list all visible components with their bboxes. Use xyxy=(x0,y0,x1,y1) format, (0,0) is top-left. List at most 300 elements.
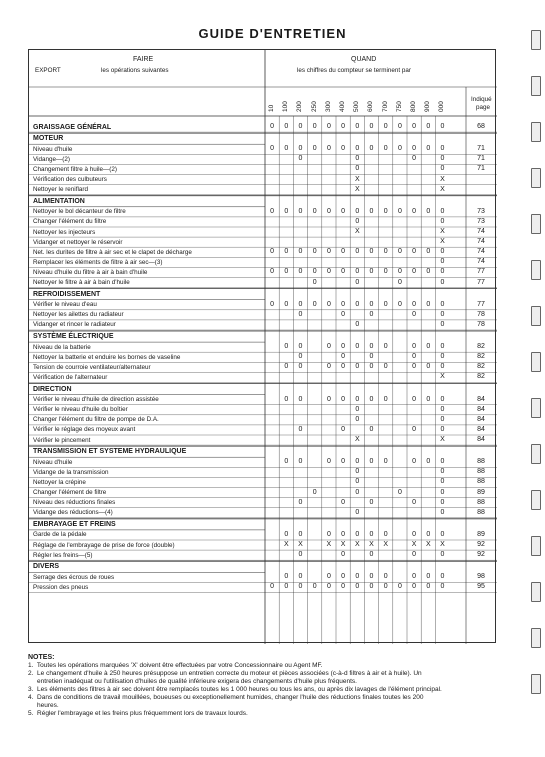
page-ref: 68 xyxy=(477,123,485,130)
page-edge-tab xyxy=(531,76,541,96)
interval-mark: 0 xyxy=(369,207,374,215)
row-label: Niveau d'huile xyxy=(33,145,73,153)
interval-mark: 0 xyxy=(355,145,360,153)
interval-mark: X xyxy=(283,541,289,548)
interval-mark: X xyxy=(298,541,303,548)
interval-mark: 0 xyxy=(341,268,346,276)
interval-mark: 0 xyxy=(326,530,331,538)
page-ref: 89 xyxy=(477,488,485,496)
interval-mark: 0 xyxy=(298,145,303,153)
row-label: Niveau des réductions finales xyxy=(33,499,116,507)
row-label: Vidanger et nettoyer le réservoir xyxy=(33,238,123,246)
interval-mark: 0 xyxy=(440,458,445,466)
interval-mark: 0 xyxy=(312,123,317,130)
note-line: 1. Toutes les opérations marquées 'X' doivent être effectuées par votre Concessionnaire ou Agent MF. xyxy=(28,662,323,669)
interval-mark: 0 xyxy=(284,363,289,371)
page-ref: 73 xyxy=(477,207,485,215)
interval-mark: X xyxy=(354,185,360,193)
interval-mark: 0 xyxy=(284,207,289,215)
row-label: Régler les freins—(5) xyxy=(33,551,93,559)
interval-mark: 0 xyxy=(440,478,445,486)
interval-mark: 0 xyxy=(270,248,275,256)
interval-mark: 0 xyxy=(369,353,374,361)
interval-mark: 0 xyxy=(355,488,360,496)
hour-header: 100 xyxy=(282,101,290,112)
row-label: Changer l'élément du filtre de pompe de D.A. xyxy=(33,416,159,424)
interval-mark: X xyxy=(354,436,360,443)
interval-mark: 0 xyxy=(440,551,445,559)
interval-mark: 0 xyxy=(298,551,303,559)
header-export: EXPORT xyxy=(35,67,61,74)
interval-mark: 0 xyxy=(355,583,360,591)
page-ref: 74 xyxy=(477,238,485,246)
page-title: GUIDE D'ENTRETIEN xyxy=(198,26,347,41)
row-label: Nettoyer le filtre à air à bain d'huile xyxy=(33,279,130,286)
interval-mark: 0 xyxy=(298,353,303,361)
interval-mark: 0 xyxy=(284,458,289,466)
interval-mark: 0 xyxy=(298,343,303,351)
interval-mark: 0 xyxy=(440,405,445,413)
interval-mark: 0 xyxy=(412,551,417,559)
row-label: Nettoyer le reniflard xyxy=(33,186,88,194)
interval-mark: 0 xyxy=(341,573,346,581)
interval-mark: 0 xyxy=(397,300,402,308)
interval-mark: 0 xyxy=(355,363,360,371)
interval-mark: 0 xyxy=(284,573,289,581)
interval-mark: 0 xyxy=(426,343,431,351)
section-title: ALIMENTATION xyxy=(33,197,85,205)
interval-mark: 0 xyxy=(355,155,360,163)
interval-mark: 0 xyxy=(383,573,388,581)
page-edge-tab xyxy=(531,352,541,372)
section-title: MOTEUR xyxy=(33,135,64,143)
interval-mark: X xyxy=(354,175,360,183)
interval-mark: 0 xyxy=(341,583,346,591)
interval-mark: 0 xyxy=(326,300,331,308)
page-ref: 77 xyxy=(477,300,485,308)
interval-mark: 0 xyxy=(284,268,289,276)
interval-mark: X xyxy=(440,541,445,548)
interval-mark: 0 xyxy=(284,395,289,403)
interval-mark: 0 xyxy=(397,207,402,215)
hour-header: 300 xyxy=(324,101,332,112)
interval-mark: 0 xyxy=(412,363,417,371)
interval-mark: 0 xyxy=(440,248,445,256)
interval-mark: 0 xyxy=(341,310,346,318)
interval-mark: 0 xyxy=(397,145,402,153)
interval-mark: 0 xyxy=(440,207,445,215)
interval-mark: 0 xyxy=(412,573,417,581)
interval-mark: 0 xyxy=(440,425,445,433)
note-line: 5. Régler l'embrayage et les freins plus fréquemment lors de travaux lourds. xyxy=(28,710,248,717)
section-title: SYSTÈME ÉLECTRIQUE xyxy=(33,333,114,340)
page-ref: 84 xyxy=(477,405,485,413)
hour-header: 500 xyxy=(353,101,361,112)
hour-header: 000 xyxy=(438,101,446,112)
interval-mark: 0 xyxy=(369,268,374,276)
interval-mark: 0 xyxy=(312,145,317,153)
page-ref: 82 xyxy=(477,353,485,361)
row-label: Nettoyer le bol décanteur de filtre xyxy=(33,208,126,216)
hour-header: 900 xyxy=(424,101,432,112)
page-ref: 74 xyxy=(477,228,485,235)
interval-mark: 0 xyxy=(341,363,346,371)
interval-mark: 0 xyxy=(369,248,374,256)
page-ref: 88 xyxy=(477,508,485,516)
row-label: Niveau de la batterie xyxy=(33,343,91,351)
interval-mark: 0 xyxy=(440,583,445,591)
row-label: Vérifier le réglage des moyeux avant xyxy=(33,426,136,434)
row-label: Vérifier le niveau d'huile du boîtier xyxy=(33,406,128,414)
row-label: Net. les durites de filtre à air sec et le clapet de décharge xyxy=(33,248,192,256)
page-ref: 82 xyxy=(477,373,485,381)
interval-mark: 0 xyxy=(355,300,360,308)
interval-mark: 0 xyxy=(355,415,360,423)
interval-mark: 0 xyxy=(440,573,445,581)
hour-header: 400 xyxy=(339,101,346,112)
interval-mark: 0 xyxy=(341,207,346,215)
interval-mark: X xyxy=(383,541,389,548)
interval-mark: 0 xyxy=(298,310,303,318)
interval-mark: 0 xyxy=(355,405,360,413)
interval-mark: X xyxy=(440,238,445,246)
interval-mark: 0 xyxy=(412,248,417,256)
section-title: TRANSMISSION ET SYSTEME HYDRAULIQUE xyxy=(33,448,187,456)
interval-mark: 0 xyxy=(312,583,317,591)
interval-mark: 0 xyxy=(412,155,417,163)
interval-mark: 0 xyxy=(412,145,417,153)
interval-mark: 0 xyxy=(341,145,346,153)
interval-mark: 0 xyxy=(312,268,317,276)
interval-mark: 0 xyxy=(369,458,374,466)
interval-mark: 0 xyxy=(412,268,417,276)
interval-mark: 0 xyxy=(440,155,445,163)
interval-mark: 0 xyxy=(284,343,289,351)
interval-mark: 0 xyxy=(355,458,360,466)
interval-mark: 0 xyxy=(270,123,275,130)
page-ref: 78 xyxy=(477,320,485,328)
page-ref: 84 xyxy=(477,395,485,403)
maintenance-table xyxy=(28,49,496,643)
page-ref: 84 xyxy=(477,436,485,443)
section-title: DIRECTION xyxy=(33,385,72,393)
interval-mark: 0 xyxy=(270,300,275,308)
interval-mark: 0 xyxy=(440,310,445,318)
interval-mark: 0 xyxy=(412,123,417,130)
interval-mark: 0 xyxy=(298,155,303,163)
interval-mark: 0 xyxy=(298,458,303,466)
interval-mark: 0 xyxy=(298,395,303,403)
interval-mark: 0 xyxy=(284,530,289,538)
interval-mark: X xyxy=(411,541,417,548)
section-title: EMBRAYAGE ET FREINS xyxy=(33,520,116,528)
interval-mark: X xyxy=(354,228,360,235)
notes-section xyxy=(28,654,508,718)
interval-mark: X xyxy=(440,228,445,235)
row-label: Vérification des culbuteurs xyxy=(33,176,107,183)
interval-mark: 0 xyxy=(383,530,388,538)
note-line: 2. Le changement d'huile à 250 heures présuppose un entretien correcte du moteur et pièces associées (c-à-d filtres à air et à huile). Un xyxy=(28,670,422,677)
interval-mark: 0 xyxy=(426,145,431,153)
interval-mark: 0 xyxy=(426,300,431,308)
interval-mark: 0 xyxy=(369,343,374,351)
page-ref: 88 xyxy=(477,458,485,466)
interval-mark: 0 xyxy=(326,343,331,351)
interval-mark: 0 xyxy=(440,278,445,286)
page-edge-tab xyxy=(531,168,541,188)
row-label: GRAISSAGE GÉNÉRAL xyxy=(33,123,112,131)
note-line: entretien inadéquat ou l'utilisation d'huiles de qualité inférieure exigera des changements d'huile plus fréquents. xyxy=(28,678,357,685)
interval-mark: 0 xyxy=(341,395,346,403)
interval-mark: 0 xyxy=(326,268,331,276)
interval-mark: 0 xyxy=(412,425,417,433)
page-ref: 78 xyxy=(477,310,485,318)
interval-mark: 0 xyxy=(426,248,431,256)
interval-mark: X xyxy=(326,541,332,548)
interval-mark: 0 xyxy=(369,551,374,559)
interval-mark: 0 xyxy=(412,343,417,351)
header-page-label-2: page xyxy=(476,104,491,111)
interval-mark: 0 xyxy=(412,530,417,538)
interval-mark: 0 xyxy=(284,248,289,256)
interval-mark: 0 xyxy=(440,258,445,266)
notes-title: NOTES: xyxy=(28,654,55,661)
page-ref: 95 xyxy=(477,583,485,591)
page-ref: 84 xyxy=(477,415,485,423)
interval-mark: 0 xyxy=(369,310,374,318)
page-ref: 88 xyxy=(477,478,485,486)
header-faire-sub: les opérations suivantes xyxy=(101,67,169,74)
page-ref: 82 xyxy=(477,343,485,351)
interval-mark: 0 xyxy=(412,353,417,361)
hour-header: 10 xyxy=(268,104,275,112)
header-quand-sub: les chiffres du compteur se terminent par xyxy=(297,67,411,74)
interval-mark: 0 xyxy=(383,145,388,153)
interval-mark: 0 xyxy=(355,123,360,130)
section-title: DIVERS xyxy=(33,563,60,571)
row-label: Garde de la pédale xyxy=(33,531,87,539)
interval-mark: 0 xyxy=(341,551,346,559)
interval-mark: X xyxy=(440,436,445,443)
interval-mark: 0 xyxy=(426,207,431,215)
interval-mark: 0 xyxy=(440,353,445,361)
interval-mark: 0 xyxy=(355,343,360,351)
interval-mark: 0 xyxy=(312,300,317,308)
row-label: Nettoyer la batterie et enduire les bornes de vaseline xyxy=(33,353,181,361)
interval-mark: 0 xyxy=(341,458,346,466)
interval-mark: 0 xyxy=(341,425,346,433)
interval-mark: 0 xyxy=(355,395,360,403)
interval-mark: 0 xyxy=(298,363,303,371)
interval-mark: 0 xyxy=(440,343,445,351)
interval-mark: 0 xyxy=(440,530,445,538)
page-ref: 92 xyxy=(477,541,485,548)
interval-mark: 0 xyxy=(440,498,445,506)
hour-header: 700 xyxy=(381,101,389,112)
interval-mark: 0 xyxy=(383,300,388,308)
interval-mark: 0 xyxy=(298,583,303,591)
row-label: Vidanger et rincer le radiateur xyxy=(33,321,116,329)
interval-mark: 0 xyxy=(383,123,388,130)
interval-mark: 0 xyxy=(355,278,360,286)
interval-mark: 0 xyxy=(440,320,445,328)
interval-mark: 0 xyxy=(383,343,388,351)
interval-mark: 0 xyxy=(397,583,402,591)
interval-mark: 0 xyxy=(326,573,331,581)
interval-mark: 0 xyxy=(440,363,445,371)
hour-header: 750 xyxy=(395,101,403,112)
page-ref: 88 xyxy=(477,468,485,476)
interval-mark: X xyxy=(340,541,346,548)
interval-mark: 0 xyxy=(298,498,303,506)
page-ref: 98 xyxy=(477,573,485,581)
page-ref: 71 xyxy=(477,145,485,153)
hour-header: 250 xyxy=(310,101,318,112)
interval-mark: 0 xyxy=(426,395,431,403)
interval-mark: 0 xyxy=(412,458,417,466)
row-label: Vidange des réductions—(4) xyxy=(33,509,113,517)
interval-mark: 0 xyxy=(397,248,402,256)
interval-mark: 0 xyxy=(298,300,303,308)
interval-mark: 0 xyxy=(383,583,388,591)
interval-mark: 0 xyxy=(298,268,303,276)
interval-mark: 0 xyxy=(355,165,360,173)
interval-mark: 0 xyxy=(369,498,374,506)
page-edge-tab xyxy=(531,306,541,326)
row-label: Changement filtre à huile—(2) xyxy=(33,165,117,173)
page-edge-tab xyxy=(531,398,541,418)
page-ref: 84 xyxy=(477,425,485,433)
interval-mark: 0 xyxy=(341,300,346,308)
interval-mark: X xyxy=(440,373,445,381)
interval-mark: X xyxy=(369,541,374,548)
interval-mark: 0 xyxy=(426,123,431,130)
page-edge-tab xyxy=(531,582,541,602)
interval-mark: 0 xyxy=(298,530,303,538)
note-line: 3. Les éléments des filtres à air sec doivent être remplacés toutes les 1 000 heures ou tous les ans, ou après dix lavages de l'élément principal. xyxy=(28,686,442,693)
row-label: Serrage des écrous de roues xyxy=(33,573,115,581)
interval-mark: 0 xyxy=(312,207,317,215)
page-ref: 92 xyxy=(477,551,485,559)
interval-mark: 0 xyxy=(369,145,374,153)
interval-mark: 0 xyxy=(440,508,445,516)
interval-mark: 0 xyxy=(284,145,289,153)
page-ref: 82 xyxy=(477,363,485,371)
hour-header: 800 xyxy=(410,101,417,112)
interval-mark: 0 xyxy=(298,425,303,433)
interval-mark: 0 xyxy=(355,530,360,538)
interval-mark: 0 xyxy=(383,207,388,215)
interval-mark: 0 xyxy=(383,363,388,371)
interval-mark: 0 xyxy=(412,310,417,318)
page-edge-tab xyxy=(531,30,541,50)
row-label: Réglage de l'embrayage de prise de force (double) xyxy=(33,541,175,549)
interval-mark: 0 xyxy=(369,395,374,403)
interval-mark: 0 xyxy=(326,458,331,466)
page-edge-tab xyxy=(531,674,541,694)
interval-mark: 0 xyxy=(355,573,360,581)
interval-mark: 0 xyxy=(312,248,317,256)
interval-mark: 0 xyxy=(383,268,388,276)
interval-mark: 0 xyxy=(355,268,360,276)
interval-mark: 0 xyxy=(355,320,360,328)
interval-mark: 0 xyxy=(369,425,374,433)
page-edge-tab xyxy=(531,260,541,280)
interval-mark: 0 xyxy=(426,583,431,591)
interval-mark: 0 xyxy=(341,123,346,130)
row-label: Nettoyer la crépine xyxy=(33,478,86,486)
page-ref: 88 xyxy=(477,498,485,506)
note-line: 4. Dans de conditions de travail mouillées, boueuses ou exceptionellement humides, changer l'huile des réductions finales toutes les 200 xyxy=(28,694,424,701)
interval-mark: 0 xyxy=(284,123,289,130)
interval-mark: 0 xyxy=(412,498,417,506)
page-edge-tab xyxy=(531,628,541,648)
page-ref: 89 xyxy=(477,530,485,538)
interval-mark: 0 xyxy=(341,353,346,361)
interval-mark: 0 xyxy=(440,217,445,225)
interval-mark: 0 xyxy=(369,363,374,371)
interval-mark: 0 xyxy=(397,268,402,276)
interval-mark: 0 xyxy=(440,165,445,173)
row-label: Vidange—(2) xyxy=(33,155,70,163)
interval-mark: 0 xyxy=(326,207,331,215)
interval-mark: 0 xyxy=(326,248,331,256)
interval-mark: 0 xyxy=(440,300,445,308)
row-label: Vérifier le niveau d'huile de direction assistée xyxy=(33,396,159,404)
interval-mark: 0 xyxy=(298,123,303,130)
interval-mark: 0 xyxy=(440,488,445,496)
interval-mark: 0 xyxy=(326,395,331,403)
interval-mark: 0 xyxy=(426,363,431,371)
interval-mark: 0 xyxy=(440,415,445,423)
interval-mark: 0 xyxy=(426,268,431,276)
page-ref: 71 xyxy=(477,165,485,173)
row-label: Tension de courroie ventilateur/alternateur xyxy=(33,363,151,371)
interval-mark: 0 xyxy=(397,278,402,286)
interval-mark: 0 xyxy=(369,573,374,581)
interval-mark: 0 xyxy=(426,458,431,466)
page-edge-tab xyxy=(531,444,541,464)
interval-mark: 0 xyxy=(412,395,417,403)
interval-mark: 0 xyxy=(298,573,303,581)
interval-mark: 0 xyxy=(270,145,275,153)
page-edge-tab xyxy=(531,214,541,234)
interval-mark: 0 xyxy=(326,363,331,371)
interval-mark: 0 xyxy=(440,468,445,476)
interval-mark: 0 xyxy=(440,123,445,130)
interval-mark: 0 xyxy=(355,478,360,486)
interval-mark: X xyxy=(440,175,445,183)
hour-header: 200 xyxy=(296,101,304,112)
notes-list xyxy=(28,662,508,718)
interval-mark: 0 xyxy=(369,583,374,591)
interval-mark: 0 xyxy=(412,300,417,308)
row-label: Changer l'élément du filtre xyxy=(33,218,107,226)
page-ref: 71 xyxy=(477,155,485,163)
interval-mark: 0 xyxy=(383,458,388,466)
row-label: Nettoyer les injecteurs xyxy=(33,228,96,236)
row-label: Remplacer les éléments de filtre à air sec—(3) xyxy=(33,258,163,266)
hour-header: 600 xyxy=(367,101,375,112)
interval-mark: 0 xyxy=(298,248,303,256)
note-line: heures. xyxy=(28,702,59,709)
interval-mark: 0 xyxy=(312,488,317,496)
interval-mark: 0 xyxy=(369,300,374,308)
interval-mark: 0 xyxy=(284,583,289,591)
interval-mark: 0 xyxy=(355,217,360,225)
page-edge-tab xyxy=(531,122,541,142)
row-label: Changer l'élément de filtre xyxy=(33,489,107,496)
